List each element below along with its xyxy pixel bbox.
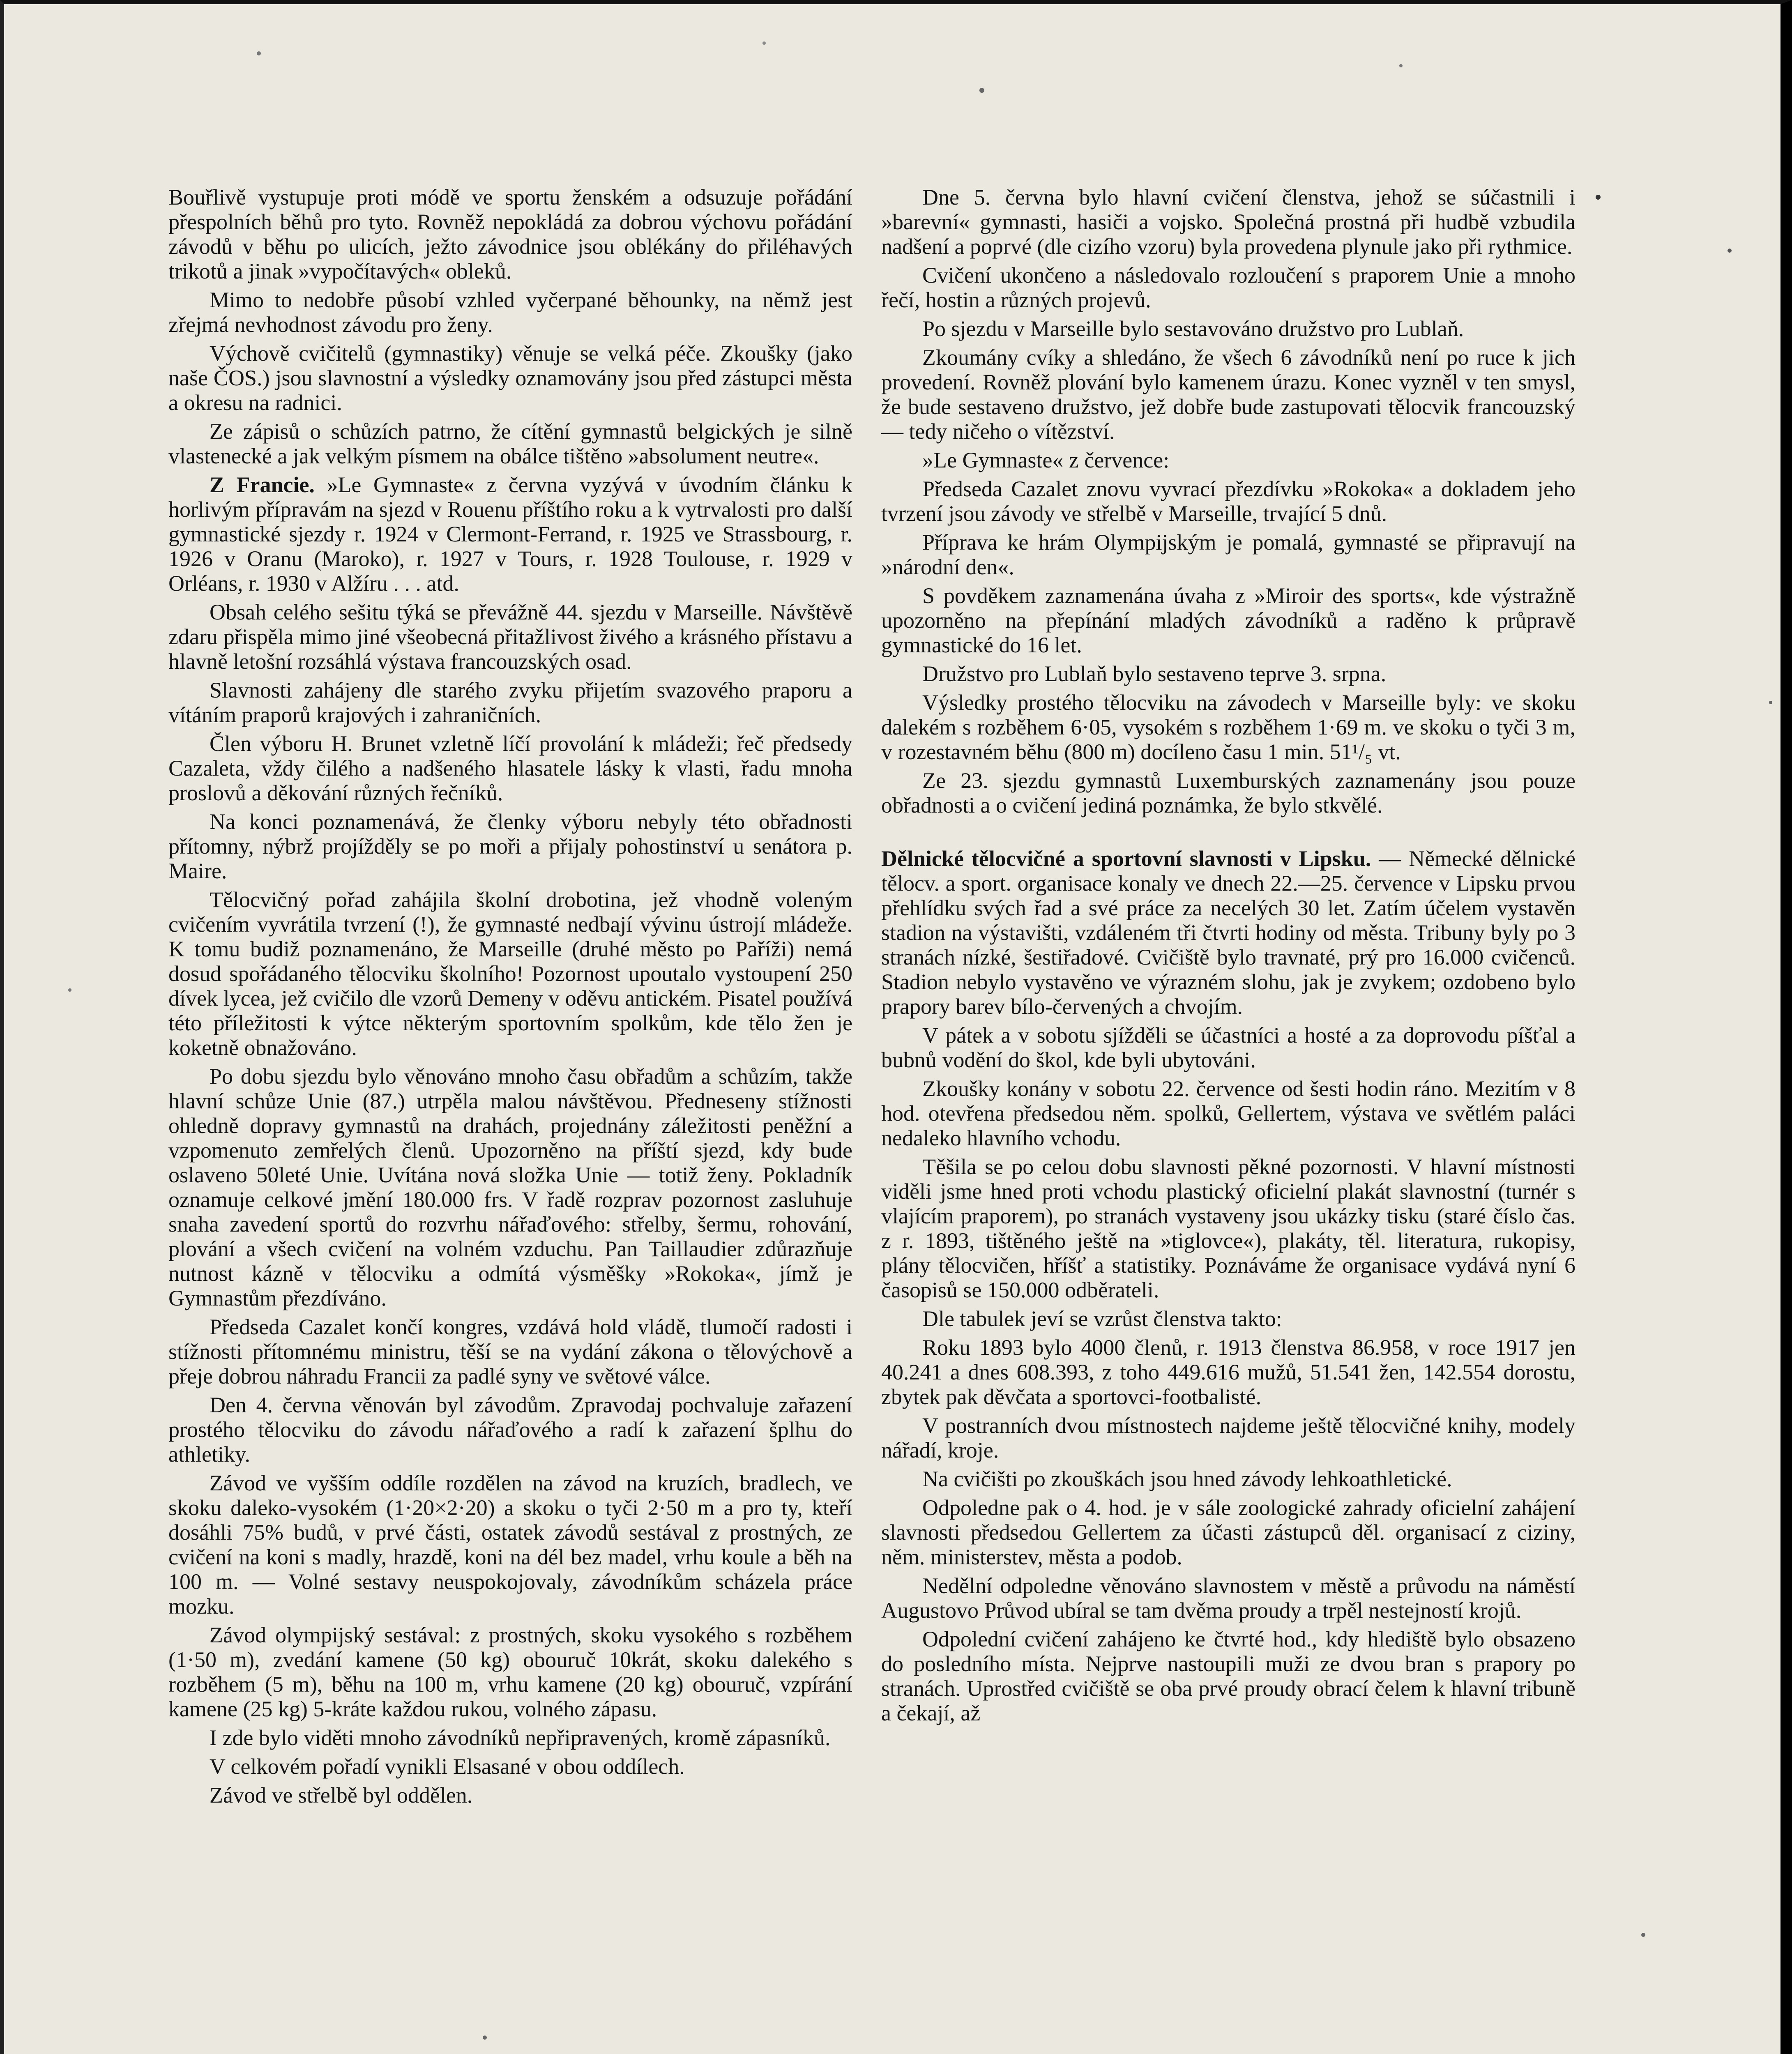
paragraph: Závod ve vyšším oddíle rozdělen na závod na kruzích, bradlech, ve skoku daleko-vysokém (1·20×2·20) a skoku o tyči 2·50 m a pro ty, kteří dosáhli 75% budů, v prvé části, ostatek závodů sestával z prostných, ze cvičení na koni s madly, hrazdě, koni na dél bez madel, vrhu koule a běh na 100 m. — Volné sestavy neuspokojovaly, závodníkům scházela práce mozku. [168, 1471, 852, 1619]
paragraph: Závod olympijský sestával: z prostných, skoku vysokého s rozběhem (1·50 m), zvedání kamene (50 kg) obouruč 10krát, skoku dalekého s rozběhem (5 m), běhu na 100 m, vrhu kamene (20 kg) obouruč, vzpírání kamene (25 kg) 5-kráte každou rukou, volného zápasu. [168, 1623, 852, 1721]
paragraph: Ze zápisů o schůzích patrno, že cítění gymnastů belgických je silně vlastenecké a jak velkým písmem na obálce tištěno »absolument neutre«. [168, 419, 852, 468]
paragraph: S povděkem zaznamenána úvaha z »Miroir des sports«, kde výstražně upozorněno na přepínání mladých závodníků a raděno k průpravě gymnastické do 16 let. [881, 583, 1575, 657]
paragraph: Nedělní odpoledne věnováno slavnostem v městě a průvodu na náměstí Augustovo Průvod ubíral se tam dvěma proudy a trpěl nestejností krojů. [881, 1573, 1575, 1623]
paragraph: Cvičení ukončeno a následovalo rozloučení s praporem Unie a mnoho řečí, hostin a různých projevů. [881, 263, 1575, 312]
paragraph: Slavnosti zahájeny dle starého zvyku přijetím svazového praporu a vítáním praporů krajových i zahraničních. [168, 678, 852, 727]
paragraph: Výchově cvičitelů (gymnastiky) věnuje se velká péče. Zkoušky (jako naše ČOS.) jsou slavnostní a výsledky oznamovány jsou před zástupci města a okresu na radnici. [168, 341, 852, 415]
paragraph: Na konci poznamenává, že členky výboru nebyly této obřadnosti přítomny, nýbrž projížděly se po moři a přijaly pohostinství u senátora p. Maire. [168, 809, 852, 883]
paragraph: Dle tabulek jeví se vzrůst členstva takto: [922, 1306, 1282, 1331]
paragraph: Obsah celého sešitu týká se převážně 44. sjezdu v Marseille. Návštěvě zdaru přispěla mimo jiné všeobecná přitažlivost živého a krásného přístavu a hlavně letošní rozsáhlá výstava francouzských osad. [168, 600, 852, 674]
paragraph: I zde bylo viděti mnoho závodníků nepřipravených, kromě zápasníků. [210, 1725, 831, 1750]
paragraph: Na cvičišti po zkouškách jsou hned závody lehkoathletické. [922, 1467, 1452, 1491]
paragraph: Odpolední cvičení zahájeno ke čtvrté hod., kdy hlediště bylo obsazeno do posledního místa. Nejprve nastoupili muži ze dvou bran s prapory po stranách. Uprostřed cvičiště se oba prvé proudy obrací čelem k hlavní tribuně a čekají, až [881, 1627, 1575, 1725]
paragraph: Družstvo pro Lublaň bylo sestaveno teprve 3. srpna. [922, 661, 1387, 686]
right-column [881, 185, 1575, 1729]
paragraph: Tělocvičný pořad zahájila školní drobotina, jež vhodně voleným cvičením vyvrátila tvrzení (!), že gymnasté nedbají vývinu ústrojí mládeže. K tomu budiž poznamenáno, že Marseille (druhé město po Paříži) nemá dosud spořádaného tělocviku školního! Pozornost upoutalo vystoupení 250 dívek lycea, jež cvičilo dle vzorů Demeny v oděvu antickém. Pisatel používá této příležitosti k výtce některým sportovním spolkům, kde tělo žen je koketně obnažováno. [168, 887, 852, 1060]
section-title: Dělnické tělocvičné a sportovní slavnosti v Lipsku. [881, 846, 1371, 871]
paragraph: Bouřlivě vystupuje proti módě ve sportu ženském a odsuzuje pořádání přespolních běhů pro tyto. Rovněž nepokládá za dobrou výchovu pořádání závodů v běhu po ulicích, ježto závodnice jsou oblékány do přiléhavých trikotů a jinak »vypočítavých« obleků. [168, 185, 852, 283]
left-column [168, 185, 852, 1812]
section-title: Z Francie. [210, 472, 315, 497]
paragraph: Těšila se po celou dobu slavnosti pěkné pozornosti. V hlavní místnosti viděli jsme hned proti vchodu plastický oficielní plakát slavnostní (turnér s vlajícím praporem), po stranách vystaveny jsou ukázky tisku (staré číslo čas. z r. 1893, tištěného ještě na »tiglovce«), plakáty, těl. literatura, rukopisy, plány tělocvičen, hříšť a statistiky. Poznáváme že organisace vydává nyní 6 časopisů se 150.000 odběrateli. [881, 1154, 1575, 1302]
paragraph: »Le Gymnaste« z července: [922, 448, 1170, 472]
section-lipsko [881, 846, 1575, 1019]
paragraph: V postranních dvou místnostech najdeme ještě tělocvičné knihy, modely nářadí, kroje. [881, 1413, 1575, 1462]
paragraph: Výsledky prostého tělocviku na závodech v Marseille byly: ve skoku dalekém s rozběhem 6·05, vysokém s rozběhem 1·69 m. ve skoku o tyči 3 m, v rozestavném běhu (800 m) docíleno času 1 min. 51¹/₅ vt. [881, 690, 1575, 764]
section-text: — Německé dělnické tělocv. a sport. organisace konaly ve dnech 22.—25. července v Lipsku prvou přehlídku svých řad a své práce za necelých 30 let. Zatím účelem vystavěn stadion na výstavišti, vzdáleném tři čtvrti hodiny od města. Tribuny byly po 3 stranách nízké, šestiřadové. Cvičiště bylo travnaté, prý pro 16.000 cvičenců. Stadion nebylo vystavěno ve výrazném slohu, jak je zvykem; ozdobeno bylo prapory barev bílo-červených a chvojím. [881, 846, 1576, 1019]
paragraph: Mimo to nedobře působí vzhled vyčerpané běhounky, na němž jest zřejmá nevhodnost závodu pro ženy. [168, 288, 852, 337]
paragraph: Den 4. června věnován byl závodům. Zpravodaj pochvaluje zařazení prostého tělocviku do závodu nářaďového a radí k zařazení šplhu do athletiky. [168, 1393, 852, 1467]
paragraph: Ze 23. sjezdu gymnastů Luxemburských zaznamenány jsou pouze obřadnosti a o cvičení jediná poznámka, že bylo stkvělé. [881, 768, 1575, 817]
paragraph: Příprava ke hrám Olympijským je pomalá, gymnasté se připravují na »národní den«. [881, 530, 1575, 579]
paragraph: Roku 1893 bylo 4000 členů, r. 1913 členstva 86.958, v roce 1917 jen 40.241 a dnes 608.393, z toho 449.616 mužů, 51.541 žen, 142.554 dorostu, zbytek pak děvčata a sportovci-footbalisté. [881, 1335, 1575, 1409]
paragraph: Po sjezdu v Marseille bylo sestavováno družstvo pro Lublaň. [922, 316, 1464, 341]
paragraph: Člen výboru H. Brunet vzletně líčí provolání k mládeži; řeč předsedy Cazaleta, vždy čilého a nadšeného hlasatele lásky k vlasti, řadu mnoha proslovů a děkování různých řečníků. [168, 731, 852, 805]
section-francie [168, 472, 852, 596]
paragraph: Dne 5. června bylo hlavní cvičení členstva, jehož se súčastnili i »barevní« gymnasti, hasiči a vojsko. Společná prostná při hudbě vzbudila nadšení a poprvé (dle cizího vzoru) byla provedena plynule jako při rythmice. [881, 185, 1575, 259]
paragraph: Po dobu sjezdu bylo věnováno mnoho času obřadům a schůzím, takže hlavní schůze Unie (87.) utrpěla malou návštěvou. Předneseny stížnosti ohledně dopravy gymnastů na drahách, projednány záležitosti peněžní a vzpomenuto zemřelých členů. Upozorněno na příští sjezd, kdy bude oslaveno 50leté Unie. Uvítána nová složka Unie — totiž ženy. Pokladník oznamuje celkové jmění 180.000 frs. V řadě rozprav pozornost zasluhuje snaha zavedení sportů do rozvrhu nářaďového: střelby, šermu, rohování, plování a všech cvičení na volném vzduchu. Pan Taillaudier zdůrazňuje nutnost kázně v tělocviku a odmítá výsměšky »Rokoka«, jímž je Gymnastům přezdíváno. [168, 1064, 852, 1310]
paragraph: V celkovém pořadí vynikli Elsasané v obou oddílech. [210, 1754, 685, 1779]
paragraph: Předseda Cazalet znovu vyvrací přezdívku »Rokoka« a dokladem jeho tvrzení jsou závody ve střelbě v Marseille, trvající 5 dnů. [881, 477, 1575, 526]
paragraph: Odpoledne pak o 4. hod. je v sále zoologické zahrady oficielní zahájení slavnosti předsedou Gellertem za účasti zástupců děl. organisací z ciziny, něm. ministerstev, města a podob. [881, 1495, 1575, 1569]
paragraph: Závod ve střelbě byl oddělen. [210, 1783, 473, 1808]
section-text: »Le Gymnaste« z června vyzývá v úvodním článku k horlivým přípravám na sjezd v Rouenu příštího roku a k vytrvalosti pro další gymnastické sjezdy r. 1924 v Clermont-Ferrand, r. 1925 ve Strassbourg, r. 1926 v Oranu (Maroko), r. 1927 v Tours, r. 1928 Toulouse, r. 1929 v Orléans, r. 1930 v Alžíru . . . atd. [168, 472, 852, 596]
paragraph: Zkoušky konány v sobotu 22. července od šesti hodin ráno. Mezitím v 8 hod. otevřena předsedou něm. spolků, Gellertem, výstava ve světlém paláci nedaleko hlavního vchodu. [881, 1076, 1575, 1150]
paragraph: V pátek a v sobotu sjížděli se účastníci a hosté a za doprovodu píšťal a bubnů vodění do škol, kde byli ubytováni. [881, 1023, 1575, 1072]
paragraph: Předseda Cazalet končí kongres, vzdává hold vládě, tlumočí radosti i stížnosti přítomnému ministru, těší se na vydání zákona o tělovýchově a přeje dobrou náhradu Francii za padlé syny ve světové válce. [168, 1315, 852, 1389]
paragraph: Zkoumány cvíky a shledáno, že všech 6 závodníků není po ruce k jich provedení. Rovněž plování bylo kamenem úrazu. Konec vyzněl v ten smysl, že bude sestaveno družstvo, jež dobře bude zastupovati tělocvik francouzský — tedy ničeho o vítězství. [881, 345, 1575, 444]
